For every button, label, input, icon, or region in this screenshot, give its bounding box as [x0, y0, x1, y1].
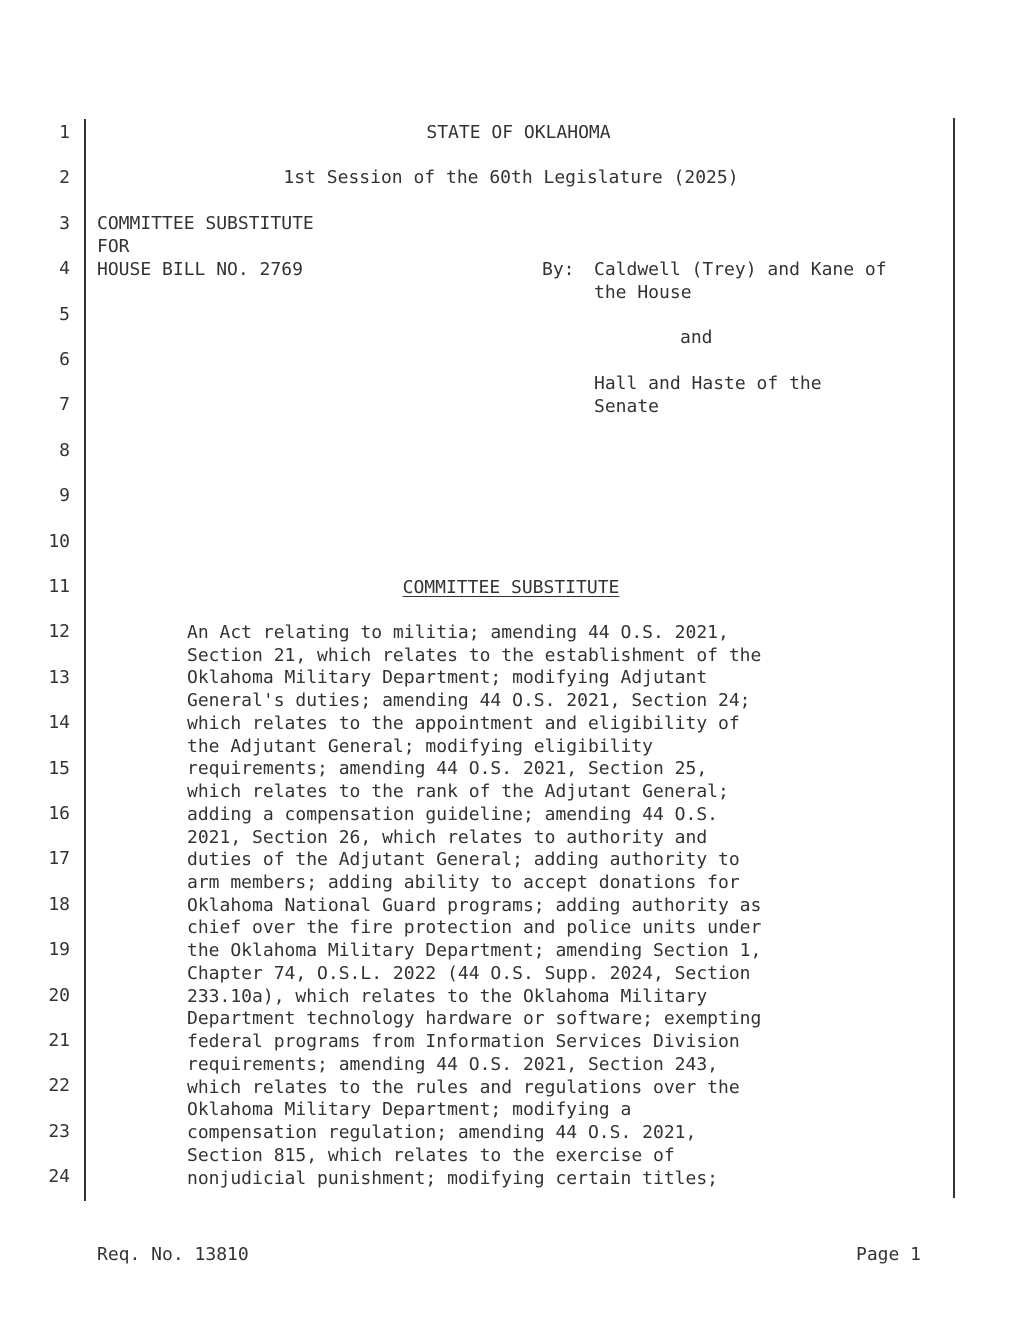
- act-text-line: requirements; amending 44 O.S. 2021, Section 243,: [187, 1053, 719, 1075]
- act-text-line: Oklahoma Military Department; modifying Adjutant: [187, 667, 708, 689]
- act-text-line: adding a compensation guideline; amending 44 O.S.: [187, 803, 719, 825]
- act-text-line: which relates to the rules and regulations over the: [187, 1076, 740, 1098]
- act-text-line: federal programs from Information Services Division: [187, 1031, 740, 1053]
- sponsor-by-label: By:: [542, 259, 575, 280]
- bill-label-line1: COMMITTEE SUBSTITUTE: [97, 213, 314, 234]
- house-sponsors-line1: Caldwell (Trey) and Kane of: [594, 259, 887, 280]
- state-heading: STATE OF OKLAHOMA: [426, 122, 611, 143]
- act-text-line: requirements; amending 44 O.S. 2021, Section 25,: [187, 758, 708, 780]
- document-title: [84, 576, 938, 599]
- line-number: 6: [59, 349, 70, 370]
- senate-sponsors-line2: Senate: [594, 396, 660, 417]
- left-margin-rule: [84, 119, 86, 1201]
- session-heading: 1st Session of the 60th Legislature (2025): [283, 167, 739, 188]
- act-text-line: nonjudicial punishment; modifying certain titles;: [187, 1167, 719, 1189]
- act-text-line: chief over the fire protection and police units under: [187, 917, 762, 939]
- line-number: 21: [48, 1030, 70, 1051]
- line-number: 20: [48, 984, 70, 1006]
- document-title-text: COMMITTEE SUBSTITUTE: [402, 577, 620, 598]
- act-text-line: Oklahoma National Guard programs; adding authority as: [187, 894, 762, 916]
- line-number: 17: [48, 848, 70, 870]
- line-number: 8: [59, 439, 70, 461]
- act-text-line: 233.10a), which relates to the Oklahoma Military: [187, 985, 708, 1007]
- line-number: 22: [48, 1075, 70, 1097]
- act-text-line: 2021, Section 26, which relates to authority and: [187, 826, 708, 848]
- line-number: 24: [48, 1166, 70, 1188]
- act-text-line: Section 815, which relates to the exercise of: [187, 1144, 675, 1166]
- act-text-line: Oklahoma Military Department; modifying a: [187, 1099, 632, 1121]
- line-number: 15: [48, 757, 70, 779]
- house-sponsors-line2: the House: [594, 282, 692, 303]
- act-text-line: Department technology hardware or software; exempting: [187, 1008, 762, 1030]
- act-text-line: An Act relating to militia; amending 44 O.S. 2021,: [187, 622, 729, 643]
- line-number: 9: [59, 485, 70, 507]
- request-number: Req. No. 13810: [97, 1244, 249, 1265]
- act-text-line: duties of the Adjutant General; adding authority to: [187, 849, 740, 871]
- act-text-line: arm members; adding ability to accept donations for: [187, 872, 740, 894]
- act-text-line: Chapter 74, O.S.L. 2022 (44 O.S. Supp. 2024, Section: [187, 962, 751, 984]
- right-margin-rule: [953, 118, 955, 1198]
- bill-label-line2: FOR: [97, 236, 130, 257]
- act-text-line: which relates to the rank of the Adjutant General;: [187, 781, 729, 803]
- act-text-line: Section 21, which relates to the establishment of the: [187, 644, 762, 666]
- line-number: 19: [48, 939, 70, 961]
- line-number: 5: [59, 303, 70, 325]
- line-number: 23: [48, 1120, 70, 1142]
- line-number: 13: [48, 666, 70, 688]
- line-number: 12: [48, 621, 70, 643]
- act-text-line: the Adjutant General; modifying eligibility: [187, 735, 653, 757]
- line-number: 2: [59, 167, 70, 189]
- line-number: 4: [59, 258, 70, 280]
- act-text-line: the Oklahoma Military Department; amending Section 1,: [187, 940, 762, 962]
- line-number: 14: [48, 712, 70, 734]
- line-number: 16: [48, 803, 70, 824]
- act-text-line: compensation regulation; amending 44 O.S. 2021,: [187, 1122, 697, 1144]
- line-number: 18: [48, 893, 70, 915]
- bill-number: HOUSE BILL NO. 2769: [97, 259, 303, 280]
- senate-sponsors-line1: Hall and Haste of the: [594, 373, 822, 394]
- line-number: 3: [59, 212, 70, 234]
- page-number: Page 1: [856, 1244, 922, 1265]
- act-text-line: which relates to the appointment and eligibility of: [187, 712, 740, 734]
- sponsors-and: and: [680, 327, 713, 348]
- line-number: 1: [59, 122, 70, 143]
- act-text-line: General's duties; amending 44 O.S. 2021, Section 24;: [187, 690, 751, 712]
- line-number: 10: [48, 530, 70, 552]
- line-number: 7: [59, 394, 70, 416]
- line-number: 11: [48, 576, 70, 597]
